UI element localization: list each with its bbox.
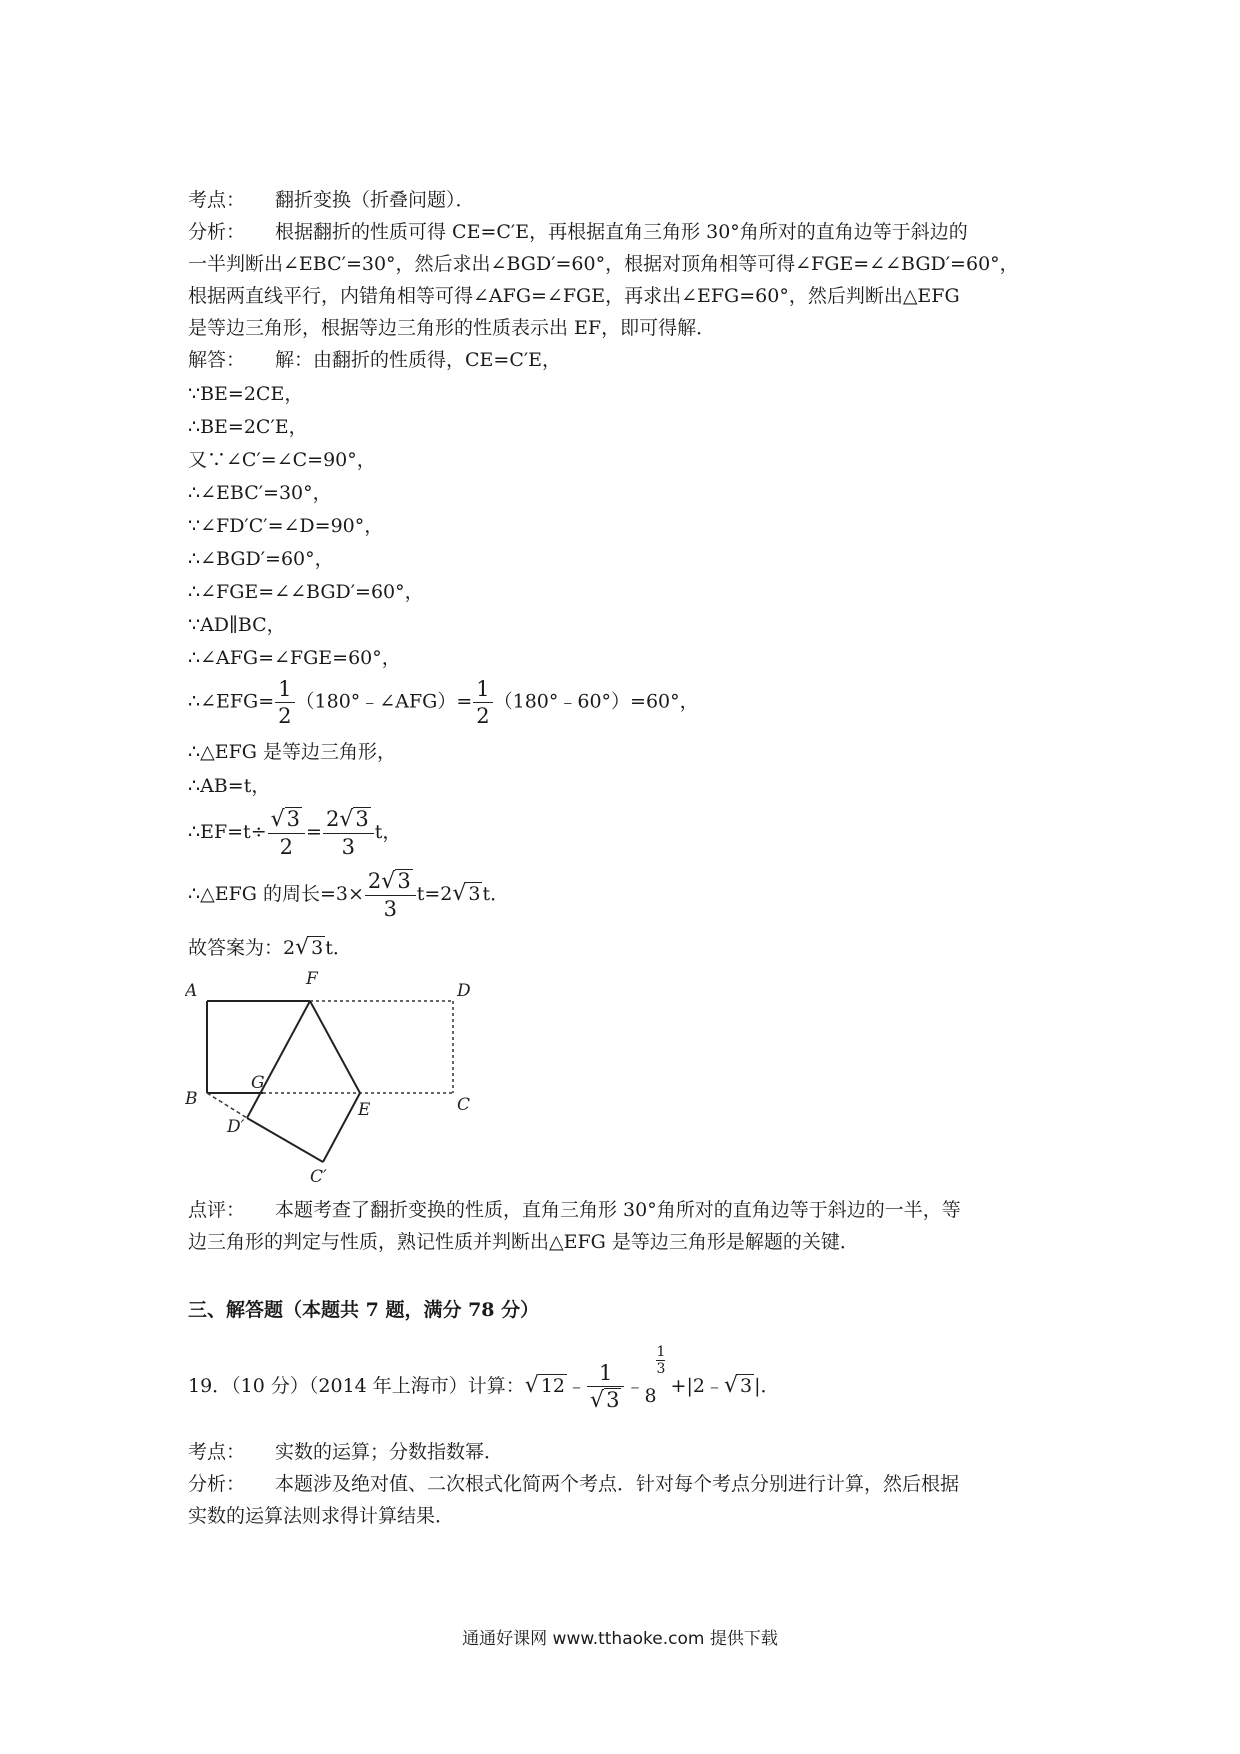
ef-equation — [188, 806, 401, 860]
ab-line: ∴AB=t， — [188, 775, 271, 797]
base: 8 — [644, 1385, 657, 1407]
fenxi-line-3: 根据两直线平行，内错角相等可得∠AFG=∠FGE，再求出∠EFG=60°，然后判断出△EFG — [188, 285, 960, 307]
coef: 2 — [367, 869, 382, 893]
label-D: D — [457, 981, 471, 1001]
fraction-num — [323, 806, 374, 834]
kaodian-text: 翻折变换（折叠问题）． — [275, 189, 475, 211]
fraction-den: 2 — [278, 704, 292, 728]
radical-sign: √ — [381, 869, 396, 894]
fenxi-line-4: 是等边三角形，根据等边三角形的性质表示出 EF，即可得解． — [188, 317, 716, 339]
radical-sign: √ — [452, 881, 467, 906]
abs-close: |． — [754, 1375, 780, 1397]
ef-end: t， — [374, 821, 402, 843]
efg-end: （180°﹣60°）=60°， — [493, 690, 699, 713]
radical-sign: √ — [270, 807, 285, 832]
segment-FD-prime — [247, 1001, 310, 1118]
label-C: C — [457, 1095, 471, 1115]
fraction-num: 1 — [275, 676, 294, 703]
efg-equation — [188, 676, 699, 729]
kaodian-label: 考点： — [188, 1441, 246, 1463]
radical-sign: √ — [295, 935, 310, 960]
fenxi-label: 分析： — [188, 221, 246, 243]
two-sqrt3-over-3 — [365, 868, 416, 922]
abs-open: +| — [670, 1375, 693, 1397]
per-mid: t=2 — [416, 883, 453, 905]
fraction-den — [587, 1387, 624, 1414]
fraction-den: 3 — [383, 897, 397, 921]
section-heading: 三、解答题（本题共 7 题，满分 78 分） — [188, 1299, 540, 1321]
radicand: 3 — [286, 807, 301, 831]
segment-CE-prime — [323, 1093, 360, 1162]
radicand: 3 — [397, 869, 411, 893]
efg-pre: ∴∠EFG= — [188, 690, 275, 713]
segment-FE — [310, 1001, 360, 1093]
step-line: ∴∠FGE=∠∠BGD′=60°， — [188, 581, 424, 603]
fraction-num: 1 — [587, 1360, 624, 1387]
step-line: ∴∠BGD′=60°， — [188, 548, 334, 570]
radical-sign: √ — [723, 1373, 738, 1398]
power-8 — [644, 1344, 670, 1407]
radicand: 3 — [606, 1388, 620, 1412]
abs-a: 2﹣ — [692, 1375, 724, 1397]
half-fraction — [275, 676, 294, 729]
equilateral-line: ∴△EFG 是等边三角形， — [188, 741, 396, 763]
label-E: E — [358, 1100, 371, 1120]
fenxi-text-1: 本题涉及绝对值、二次根式化简两个考点．针对每个考点分别进行计算，然后根据 — [275, 1473, 960, 1495]
ef-eq: = — [306, 821, 322, 843]
kaodian-line — [188, 186, 475, 214]
fenxi-line-19-1 — [188, 1470, 959, 1498]
dianping-text-1: 本题考查了翻折变换的性质，直角三角形 30°角所对的直角边等于斜边的一半，等 — [275, 1199, 961, 1221]
fraction-den: 3 — [656, 1361, 666, 1377]
ef-pre: ∴EF=t÷ — [188, 821, 267, 843]
step-line: ∵BE=2CE， — [188, 383, 304, 405]
radicand: 3 — [740, 1375, 753, 1397]
sqrt3-over-2 — [268, 806, 305, 860]
fenxi-label: 分析： — [188, 1473, 246, 1495]
perimeter-equation — [188, 868, 509, 922]
fraction-num — [268, 806, 305, 834]
radical-sign: √ — [339, 807, 354, 832]
label-A: A — [185, 981, 198, 1001]
half-fraction — [473, 676, 492, 729]
label-C-prime: C′ — [310, 1167, 327, 1187]
two-sqrt3-over-3 — [323, 806, 374, 860]
fenxi-line-2: 一半判断出∠EBC′=30°，然后求出∠BGD′=60°，根据对顶角相等可得∠FGE=∠∠BGD′=60°， — [188, 253, 1019, 275]
label-B: B — [185, 1089, 198, 1109]
label-G: G — [251, 1073, 265, 1093]
dianping-line-1 — [188, 1196, 961, 1224]
ans-pre: 故答案为：2 — [188, 937, 296, 959]
fraction-den: 2 — [279, 835, 294, 859]
kaodian-label: 考点： — [188, 189, 246, 211]
question-19 — [188, 1344, 780, 1414]
fraction-num: 1 — [473, 676, 492, 703]
per-pre: ∴△EFG 的周长=3× — [188, 883, 364, 905]
ans-end: t． — [325, 937, 352, 959]
radicand: 3 — [355, 807, 369, 831]
radicand: 12 — [540, 1375, 566, 1397]
folding-figure — [185, 968, 485, 1192]
dianping-line-2: 边三角形的判定与性质，熟记性质并判断出△EFG 是等边三角形是解题的关键． — [188, 1231, 859, 1253]
answer-line — [188, 934, 352, 962]
step-line: ∵AD∥BC， — [188, 614, 286, 636]
step-line: 又∵∠C′=∠C=90°， — [188, 449, 376, 471]
fraction-den: 3 — [341, 835, 356, 859]
jieda-label: 解答： — [188, 349, 246, 371]
q19-prefix: 19．（10 分）（2014 年上海市）计算： — [188, 1375, 525, 1397]
footer-credit: 通通好课网 www.tthaoke.com 提供下载 — [462, 1629, 778, 1649]
kaodian-text: 实数的运算；分数指数幂． — [275, 1441, 504, 1463]
one-over-sqrt3 — [587, 1360, 624, 1414]
radicand: 3 — [468, 883, 481, 905]
segment-BD-dashed — [207, 1093, 247, 1118]
jieda-text: 解：由翻折的性质得，CE=C′E， — [275, 349, 562, 371]
exponent-fraction — [656, 1344, 665, 1377]
coef: 2 — [325, 807, 340, 831]
minus: ﹣ — [625, 1375, 645, 1397]
radical-sign: √ — [590, 1388, 605, 1413]
fenxi-line-19-2: 实数的运算法则求得计算结果． — [188, 1505, 455, 1527]
radical-sign: √ — [524, 1373, 539, 1398]
fraction-num: 1 — [656, 1344, 666, 1360]
step-line: ∴∠EBC′=30°， — [188, 482, 332, 504]
segment-DC-prime — [247, 1118, 323, 1162]
kaodian-line-19 — [188, 1438, 503, 1466]
label-F: F — [306, 969, 318, 989]
radicand: 3 — [311, 937, 324, 959]
step-line: ∴BE=2C′E， — [188, 416, 308, 438]
fenxi-text-1: 根据翻折的性质可得 CE=C′E，再根据直角三角形 30°角所对的直角边等于斜边的 — [275, 221, 968, 243]
jieda-line — [188, 346, 561, 374]
step-line: ∴∠AFG=∠FGE=60°， — [188, 647, 401, 669]
efg-mid: （180°﹣∠AFG）= — [295, 690, 473, 713]
fenxi-line-1 — [188, 218, 968, 246]
step-line: ∵∠FD′C′=∠D=90°， — [188, 515, 384, 537]
label-D-prime: D′ — [227, 1117, 245, 1137]
dianping-label: 点评： — [188, 1199, 246, 1221]
per-end: t． — [482, 883, 510, 905]
minus: ﹣ — [567, 1375, 587, 1397]
fraction-num — [365, 868, 416, 896]
fraction-den: 2 — [476, 704, 490, 728]
